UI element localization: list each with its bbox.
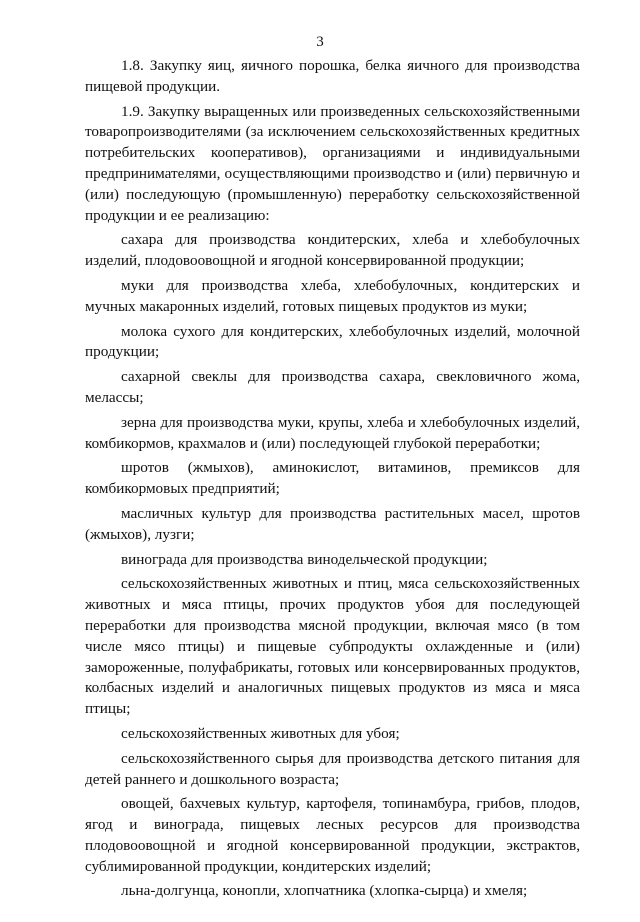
- list-item-flax: льна-долгунца, конопли, хлопчатника (хлопка-сырца) и хмеля;: [121, 882, 528, 900]
- list-item-vegetables: овощей, бахчевых культур, картофеля, топинамбура, грибов, плодов, ягод и винограда, пищевых лесных ресурсов для производства плодовоовощной и ягодной консервированной продукции, экстрактов, сублимированной продукции, кондитерских изделий;: [85, 795, 580, 875]
- list-item-meal: шротов (жмыхов), аминокислот, витаминов, премиксов для комбикормовых предприятий;: [85, 459, 580, 498]
- page-number: 3: [316, 34, 324, 50]
- paragraph-1-9: 1.9. Закупку выращенных или произведенных сельскохозяйственными товаропроизводителями (за исключением сельскохозяйственных кредитных потребительских кооперативов), организациями и индивидуальными предпринимателями, осуществляющими производство и (или) первичную и (или) последующую (промышленную) переработку сельскохозяйственной продукции и ее реализацию:: [85, 102, 580, 224]
- list-item-sugar: сахара для производства кондитерских, хлеба и хлебобулочных изделий, плодовоовощной и ягодной консервированной продукции;: [85, 231, 580, 270]
- list-item-oilseeds: масличных культур для производства растительных масел, шротов (жмыхов), лузги;: [85, 504, 580, 543]
- list-item-baby-food-raw: сельскохозяйственного сырья для производства детского питания для детей раннего и дошкольного возраста;: [85, 749, 580, 788]
- list-item-dry-milk: молока сухого для кондитерских, хлебобулочных изделий, молочной продукции;: [85, 322, 580, 361]
- list-item-livestock-meat: сельскохозяйственных животных и птиц, мяса сельскохозяйственных животных и мяса птицы, прочих продуктов убоя для последующей переработки для производства мясной продукции, включая мясо (в том числе мясо птицы) и пищевые субпродукты охлажденные и (или) замороженные, полуфабрикаты, готовых или консервированных продуктов, колбасных изделий и аналогичных пищевых продуктов из мяса и мяса птицы;: [85, 575, 580, 718]
- list-item-sugar-beet: сахарной свеклы для производства сахара, свекловичного жома, мелассы;: [85, 368, 580, 406]
- paragraph-1-8: 1.8. Закупку яиц, яичного порошка, белка яичного для производства пищевой продукции.: [85, 57, 580, 95]
- list-item-flour: муки для производства хлеба, хлебобулочных, кондитерских и мучных макаронных изделий, готовых пищевых продуктов из муки;: [85, 276, 580, 315]
- list-item-grain: зерна для производства муки, крупы, хлеба и хлебобулочных изделий, комбикормов, крахмалов и (или) последующей глубокой переработки;: [85, 413, 580, 452]
- list-item-livestock-slaughter: сельскохозяйственных животных для убоя;: [121, 724, 400, 742]
- list-item-grapes: винограда для производства винодельческой продукции;: [121, 550, 488, 568]
